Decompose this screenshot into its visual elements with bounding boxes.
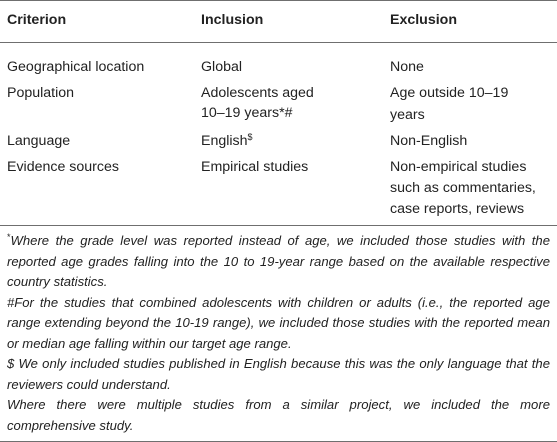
row-geo-exclusion: None [390,59,424,75]
row-language-inclusion-text: English [201,133,248,149]
row-geo-criterion: Geographical location [7,59,145,75]
footnote-multiple-studies: Where there were multiple studies from a similar project, we included the more comprehensive study. [7,397,550,433]
row-evidence-exclusion-line1: Non-empirical studies [390,159,527,175]
row-evidence-exclusion-line2: such as commentaries, [390,180,536,196]
header-rule [0,42,557,43]
footnote-rule [0,225,557,226]
table-footnotes [7,231,550,436]
row-population-exclusion-line1: Age outside 10–19 [390,85,509,101]
dollar-footnote-mark: $ [247,132,253,142]
row-geo-inclusion: Global [201,59,243,75]
row-evidence-criterion: Evidence sources [7,159,119,175]
row-population-inclusion-line2: 10–19 years*# [201,105,293,121]
row-population-criterion: Population [7,85,75,101]
row-population-exclusion-line2: years [390,107,425,123]
header-criterion: Criterion [7,12,67,28]
row-evidence-inclusion: Empirical studies [201,159,309,175]
row-evidence-exclusion-line3: case reports, reviews [390,201,525,217]
row-language-inclusion [201,131,253,151]
header-inclusion: Inclusion [201,12,264,28]
row-language-exclusion: Non-English [390,133,468,149]
table-top-rule [0,0,557,1]
row-language-criterion: Language [7,133,71,149]
row-population-inclusion-line1: Adolescents aged [201,85,314,101]
footnote-grade-level-text: Where the grade level was reported instead of age, we included those studies with the reported age grades falling into the 10 to 19-year range based on the available respective country statistics. [7,233,550,289]
star-footnote-mark: * [7,232,11,242]
footnote-english-only: $ We only included studies published in English because this was the only language that the reviewers could understand. [7,356,550,392]
footnote-grade-level [7,231,550,293]
footnote-combined-ages: #For the studies that combined adolescents with children or adults (i.e., the reported age range extending beyond the 10-19 range), we included those studies with the reported mean or median age falling within our target age range. [7,294,550,351]
header-exclusion: Exclusion [390,12,458,28]
